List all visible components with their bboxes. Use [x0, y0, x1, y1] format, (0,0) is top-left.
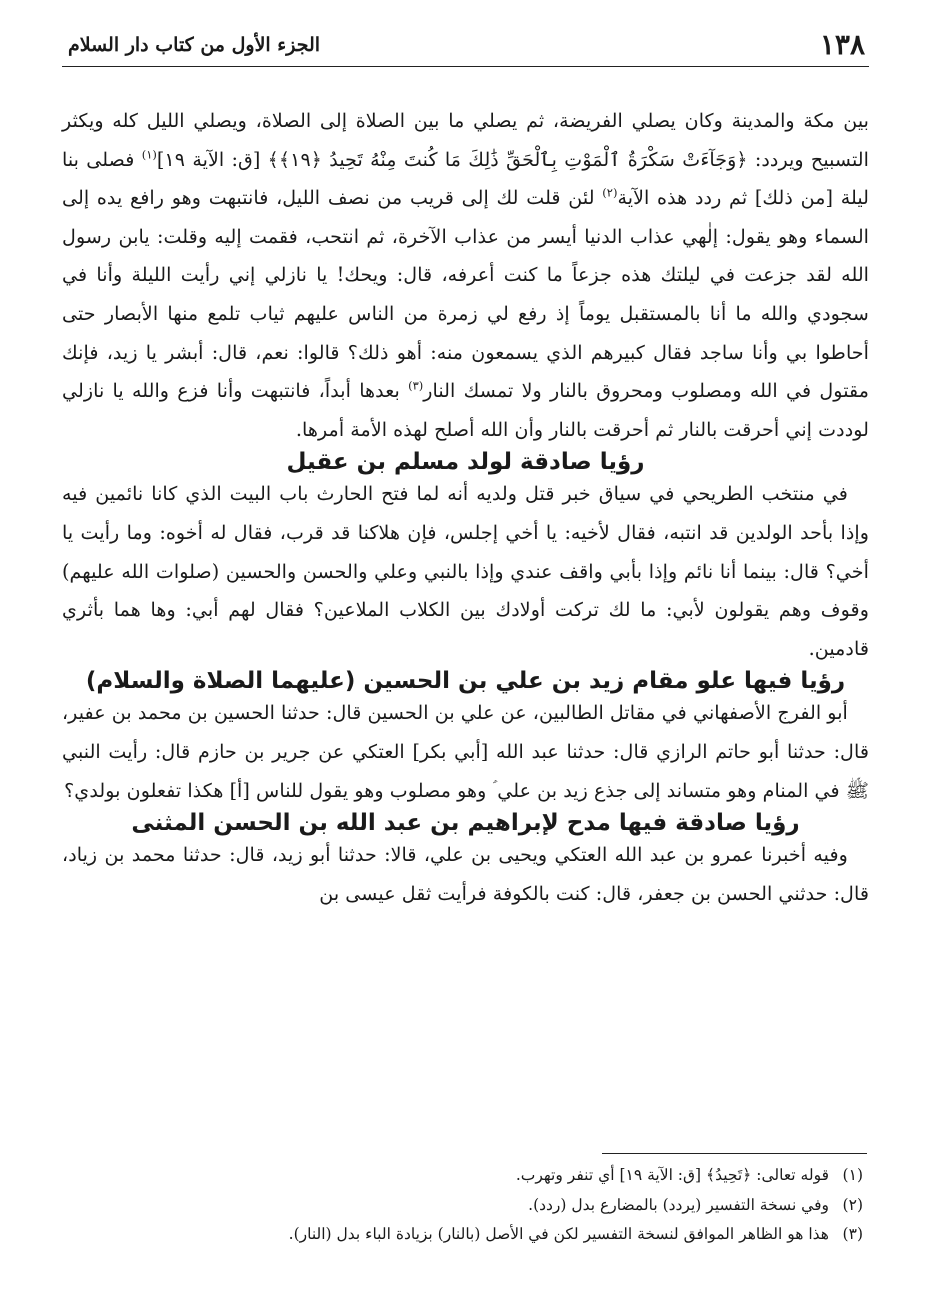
section-heading-3: رؤيا صادقة فيها مدح لإبراهيم بن عبد الله بن الحسن المثنى [131, 810, 800, 837]
paragraph-1 [62, 102, 869, 449]
footnotes [62, 1161, 869, 1250]
section-heading-1: رؤيا صادقة لولد مسلم بن عقيل [286, 449, 645, 476]
paragraph-text: بين مكة والمدينة وكان يصلي الفريضة، ثم يصلي ما بين الصلاة إلى الصلاة، ويصلي الليل كله ويكثر التسبيح ويردد: ﴿وَجَآءَتْ سَكْرَةُ ٱلْمَوْتِ بِٱلْحَقِّ ذَٰلِكَ مَا كُنتَ مِنْهُ تَحِيدُ ﴿١٩﴾﴾ [ق: الآية ١٩] [62, 109, 869, 171]
footnote-text: قوله تعالى: ﴿تَحِيدُ﴾ [ق: الآية ١٩] أي تنفر وتهرب. [515, 1166, 829, 1184]
paragraph-text: فصلى بنا ليلة [من ذلك] ثم ردد هذه الآية [62, 147, 869, 210]
footnote [62, 1191, 869, 1221]
book-title: الجزء الأول من كتاب دار السلام [68, 34, 321, 56]
page-number: ١٣٨ [819, 28, 865, 61]
footnote-ref: (٣) [408, 378, 424, 393]
footnote-separator [602, 1153, 867, 1154]
footnote-ref: (١) [141, 147, 157, 162]
footnote-ref: (٢) [602, 185, 618, 200]
footnote-text: وفي نسخة التفسير (يردد) بالمضارع بدل (ردد). [528, 1195, 829, 1214]
footnote [62, 1220, 869, 1250]
footnote-number: (١) [842, 1166, 863, 1184]
paragraph-3: أبو الفرج الأصفهاني في مقاتل الطالبين، عن علي بن الحسين قال: حدثنا الحسين بن محمد بن عفير، قال: حدثنا أبو حاتم الرازي قال: حدثنا عبد الله [أبي بكر] العتكي عن جرير بن حازم قال: رأيت النبي ﷺ في المنام وهو متساند إلى جذع زيد بن علي ؑ وهو مصلوب وهو يقول للناس [أ] هكذا تفعلون بولدي؟ [61, 701, 869, 802]
main-text [62, 102, 869, 913]
paragraph-text: بعدها أبداً، فانتبهت وأنا فزع والله يا نازلي لوددت إني أحرقت بالنار ثم أحرقت بالنار وأن الله أصلح لهذه الأمة أمرها. [62, 379, 869, 441]
footnote-number: (٢) [842, 1195, 863, 1214]
paragraph-4: وفيه أخبرنا عمرو بن عبد الله العتكي ويحيى بن علي، قالا: حدثنا أبو زيد، قال: حدثنا محمد بن زياد، قال: حدثني الحسن بن جعفر، قال: كنت بالكوفة فرأيت ثقل عيسى بن [62, 843, 869, 905]
page-header [62, 30, 869, 67]
paragraph-text: لئن قلت لك إلى قريب من نصف الليل، فانتبهت وهو رافع يده إلى السماء وهو يقول: إلٰهي عذاب الدنيا أيسر من عذاب الآخرة، ثم انتحب، فقمت إليه وقلت: يابن رسول الله لقد جزعت في ليلتك هذه جزعاً ما كنت أعرفه، قال: ويحك! يا نازلي إني رأيت الليلة وأنا في سجودي والله ما أنا بالمستقبل يوماً إذ رفع لي زمرة من الناس عليهم ثياب تلمع منها الأبصار حتى أحاطوا بي وأنا ساجد فقال كبيرهم الذي يسمعون منه: أهو ذلك؟ قالوا: نعم، قال: أبشر يا زيد، فإنك مقتول في الله ومصلوب ومحروق بالنار ولا تمسك النار [62, 186, 869, 403]
footnote [62, 1161, 869, 1191]
paragraph-2: في منتخب الطريحي في سياق خبر قتل ولديه أنه لما فتح الحارث باب البيت الذي كانا نائمين فيه وإذا بأحد الولدين قد انتبه، فقال لأخيه: يا أخي إجلس، فإن هلاكنا قد قرب، فقال له أخوه: وما رأيت يا أخي؟ قال: بينما أنا نائم وإذا بأبي واقف عندي وإذا بالنبي وعلي والحسن والحسين (صلوات الله عليهم) وقوف وهم يقولون لأبي: ما لك تركت أولادك بين الكلاب الملاعين؟ فقال لهم أبي: وها هما بأثري قادمين. [62, 482, 869, 660]
section-heading-2: رؤيا فيها علو مقام زيد بن علي بن الحسين (عليهما الصلاة والسلام) [85, 668, 846, 695]
footnote-number: (٣) [842, 1225, 863, 1243]
footnote-text: هذا هو الظاهر الموافق لنسخة التفسير لكن في الأصل (بالنار) بزيادة الباء بدل (النار). [288, 1225, 829, 1243]
